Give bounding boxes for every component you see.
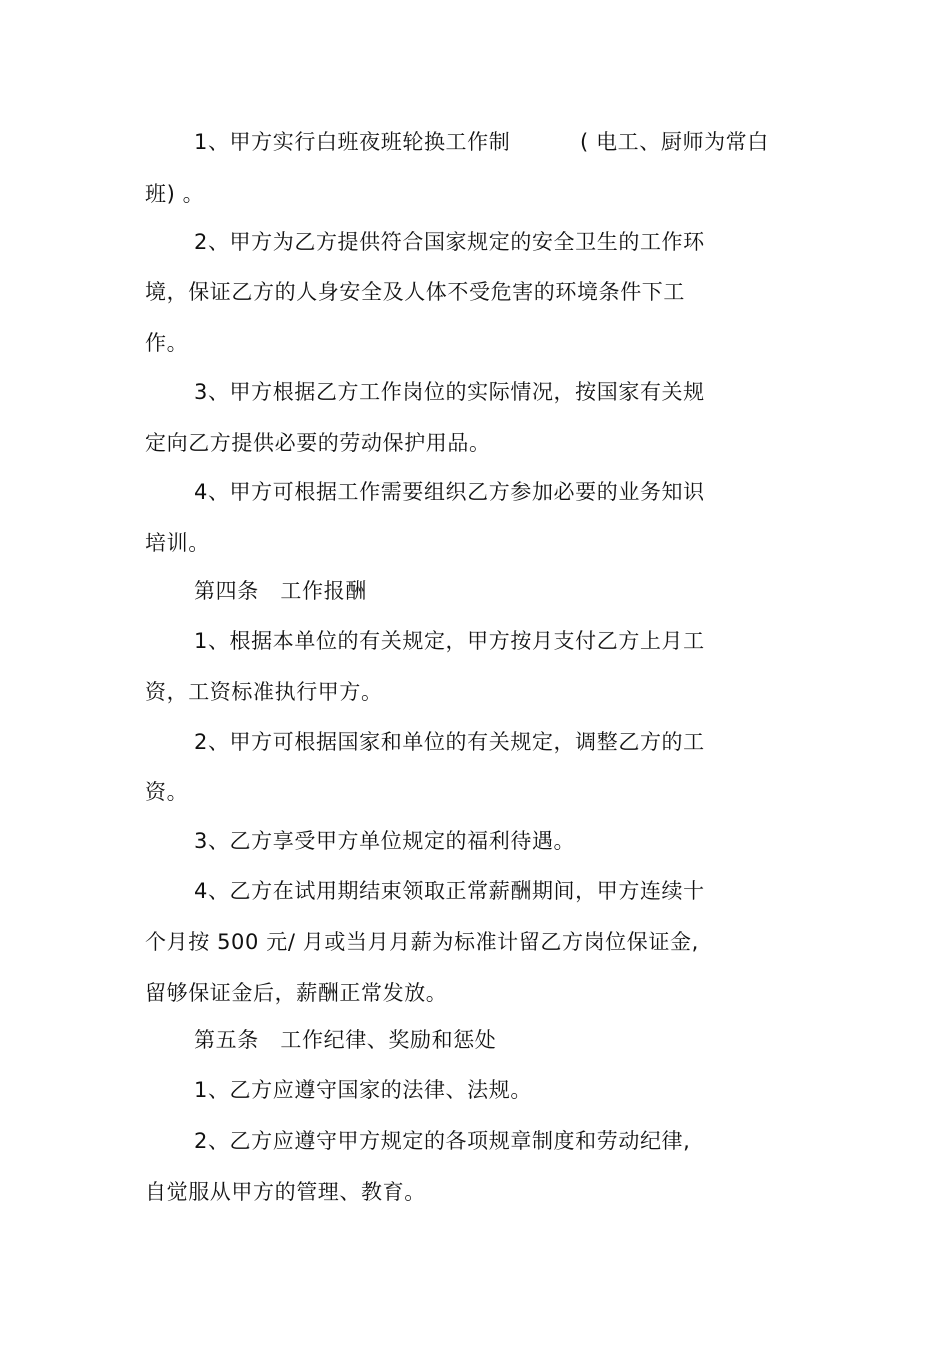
text-line: 定向乙方提供必要的劳动保护用品。 [145, 431, 491, 455]
text-line: 1、根据本单位的有关规定，甲方按月支付乙方上月工 [194, 629, 705, 653]
text-line: ( 电工、厨师为常白 [580, 130, 769, 154]
text-line: 2、甲方为乙方提供符合国家规定的安全卫生的工作环 [194, 230, 705, 254]
article-heading: 第五条 工作纪律、奖励和惩处 [194, 1028, 497, 1052]
text-line: 3、乙方享受甲方单位规定的福利待遇。 [194, 829, 576, 853]
text-line: 资，工资标准执行甲方。 [145, 680, 383, 704]
text-line: 资。 [145, 780, 189, 804]
text-line: 2、甲方可根据国家和单位的有关规定，调整乙方的工 [194, 730, 705, 754]
text-line: 班) 。 [145, 182, 205, 206]
text-line: 2、乙方应遵守甲方规定的各项规章制度和劳动纪律, [194, 1129, 691, 1153]
article-heading: 第四条 工作报酬 [194, 579, 367, 603]
text-line: 个月按 500 元/ 月或当月月薪为标准计留乙方岗位保证金, [145, 930, 699, 954]
text-line: 境，保证乙方的人身安全及人体不受危害的环境条件下工 [145, 280, 685, 304]
text-line: 培训。 [145, 531, 210, 555]
text-line: 留够保证金后，薪酬正常发放。 [145, 981, 448, 1005]
text-line: 1、甲方实行白班夜班轮换工作制 [194, 130, 511, 154]
text-line: 1、乙方应遵守国家的法律、法规。 [194, 1078, 532, 1102]
text-line: 4、乙方在试用期结束领取正常薪酬期间，甲方连续十 [194, 879, 705, 903]
text-line: 3、甲方根据乙方工作岗位的实际情况，按国家有关规 [194, 380, 705, 404]
text-line: 自觉服从甲方的管理、教育。 [145, 1180, 426, 1204]
text-line: 4、甲方可根据工作需要组织乙方参加必要的业务知识 [194, 480, 705, 504]
text-line: 作。 [145, 331, 189, 355]
